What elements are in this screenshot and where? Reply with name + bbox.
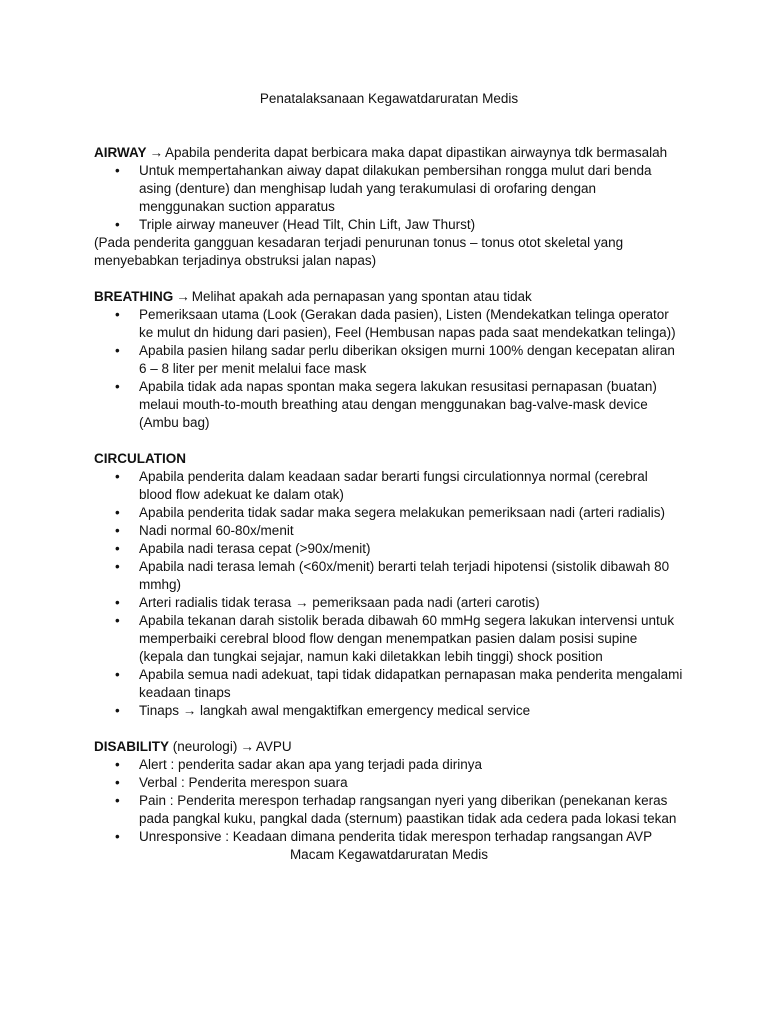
list-item-text: Apabila pasien hilang sadar perlu diberikan oksigen murni 100% dengan kecepatan aliran 6 – 8 liter per menit melalui face mask: [139, 343, 675, 376]
bullet-icon: •: [115, 379, 120, 394]
list-item: [94, 378, 684, 432]
list-item-text: Verbal : Penderita merespon suara: [139, 775, 348, 790]
bullet-icon: •: [115, 829, 120, 844]
bullet-icon: •: [115, 343, 120, 358]
bullet-icon: •: [115, 595, 120, 610]
list-item: [94, 162, 684, 216]
disability-list: [94, 756, 684, 846]
bullet-icon: •: [115, 757, 120, 772]
airway-intro: Apabila penderita dapat berbicara maka dapat dipastikan airwaynya tdk bermasalah: [165, 145, 668, 160]
airway-section: [94, 144, 684, 270]
list-item-text: Unresponsive : Keadaan dimana penderita tidak merespon terhadap rangsangan AVP: [139, 829, 653, 844]
arrow-right-icon: →: [176, 289, 190, 304]
list-item: [94, 774, 684, 792]
bullet-icon: •: [115, 469, 120, 484]
bullet-icon: •: [115, 307, 120, 322]
circulation-section: [94, 450, 684, 720]
list-item-text: Apabila semua nadi adekuat, tapi tidak didapatkan pernapasan maka penderita mengalami keadaan tinaps: [139, 667, 683, 700]
list-item-text: Apabila nadi terasa lemah (<60x/menit) berarti telah terjadi hipotensi (sistolik dibawah 80 mmhg): [139, 559, 670, 592]
list-item: [94, 342, 684, 378]
arrow-right-icon: →: [240, 739, 254, 754]
list-item: [94, 792, 684, 828]
list-item: [94, 594, 684, 612]
bullet-icon: •: [115, 505, 120, 520]
airway-list: [94, 162, 684, 234]
list-item-text: Pemeriksaan utama (Look (Gerakan dada pasien), Listen (Mendekatkan telinga operator ke mulut dn hidung dari pasien), Feel (Hembusan napas pada saat mendekatkan telinga)): [139, 307, 676, 340]
bullet-icon: •: [115, 793, 120, 808]
list-item-text: Arteri radialis tidak terasa → pemeriksaan pada nadi (arteri carotis): [139, 595, 540, 610]
bullet-icon: •: [115, 217, 120, 232]
breathing-heading-line: [94, 288, 684, 306]
list-item: [94, 702, 684, 720]
breathing-list: [94, 306, 684, 432]
airway-note: (Pada penderita gangguan kesadaran terjadi penurunan tonus – tonus otot skeletal yang menyebabkan terjadinya obstruksi jalan napas): [94, 235, 624, 268]
circulation-heading-line: [94, 450, 684, 468]
bullet-icon: •: [115, 523, 120, 538]
list-item-text: Tinaps → langkah awal mengaktifkan emergency medical service: [139, 703, 531, 718]
list-item: [94, 504, 684, 522]
list-item-text: Apabila tekanan darah sistolik berada dibawah 60 mmHg segera lakukan intervensi untuk memperbaiki cerebral blood flow dengan menempatkan pasien dalam posisi supine (kepala dan tungkai sejajar, namun kaki diletakkan lebih tinggi) shock position: [139, 613, 675, 664]
bullet-icon: •: [115, 613, 120, 628]
list-item-text: Apabila penderita tidak sadar maka segera melakukan pemeriksaan nadi (arteri radialis): [139, 505, 666, 520]
bullet-icon: •: [115, 541, 120, 556]
disability-section: [94, 738, 684, 846]
document-page: [94, 90, 684, 864]
airway-heading-line: [94, 144, 684, 162]
disability-heading-line: [94, 738, 684, 756]
breathing-intro: Melihat apakah ada pernapasan yang spontan atau tidak: [191, 289, 532, 304]
list-item-text: Untuk mempertahankan aiway dapat dilakukan pembersihan rongga mulut dari benda asing (denture) dan menghisap ludah yang terakumulasi di orofaring dengan menggunakan suction apparatus: [139, 163, 652, 214]
list-item: [94, 522, 684, 540]
breathing-section: [94, 288, 684, 432]
bullet-icon: •: [115, 703, 120, 718]
list-item: [94, 756, 684, 774]
list-item-text: Triple airway maneuver (Head Tilt, Chin Lift, Jaw Thurst): [139, 217, 476, 232]
circulation-heading: CIRCULATION: [94, 451, 186, 466]
list-item: [94, 612, 684, 666]
breathing-heading: BREATHING: [94, 289, 174, 304]
list-item: [94, 468, 684, 504]
list-item-text: Apabila nadi terasa cepat (>90x/menit): [139, 541, 371, 556]
list-item: [94, 666, 684, 702]
list-item-text: Alert : penderita sadar akan apa yang terjadi pada dirinya: [139, 757, 482, 772]
list-item: [94, 540, 684, 558]
next-section-title: Macam Kegawatdaruratan Medis: [289, 847, 489, 862]
bullet-icon: •: [115, 559, 120, 574]
airway-heading: AIRWAY: [94, 145, 147, 160]
list-item: [94, 558, 684, 594]
bullet-icon: •: [115, 163, 120, 178]
list-item: [94, 828, 684, 846]
bullet-icon: •: [115, 667, 120, 682]
bullet-icon: •: [115, 775, 120, 790]
disability-heading: DISABILITY: [94, 739, 170, 754]
disability-intro: AVPU: [255, 739, 292, 754]
arrow-right-icon: →: [149, 145, 164, 160]
circulation-list: [94, 468, 684, 720]
list-item-text: Apabila penderita dalam keadaan sadar berarti fungsi circulationnya normal (cerebral blood flow adekuat ke dalam otak): [139, 469, 648, 502]
list-item-text: Nadi normal 60-80x/menit: [139, 523, 294, 538]
list-item-text: Pain : Penderita merespon terhadap rangsangan nyeri yang diberikan (penekanan keras pada pangkal kuku, pangkal dada (sternum) paastikan tidak ada cedera pada lokasi tekan: [139, 793, 677, 826]
disability-qualifier: (neurologi): [172, 739, 238, 754]
list-item: [94, 306, 684, 342]
document-title: Penatalaksanaan Kegawatdaruratan Medis: [259, 91, 519, 106]
list-item-text: Apabila tidak ada napas spontan maka segera lakukan resusitasi pernapasan (buatan) melaui mouth-to-mouth breathing atau dengan menggunakan bag-valve-mask device (Ambu bag): [139, 379, 657, 430]
list-item: [94, 216, 684, 234]
